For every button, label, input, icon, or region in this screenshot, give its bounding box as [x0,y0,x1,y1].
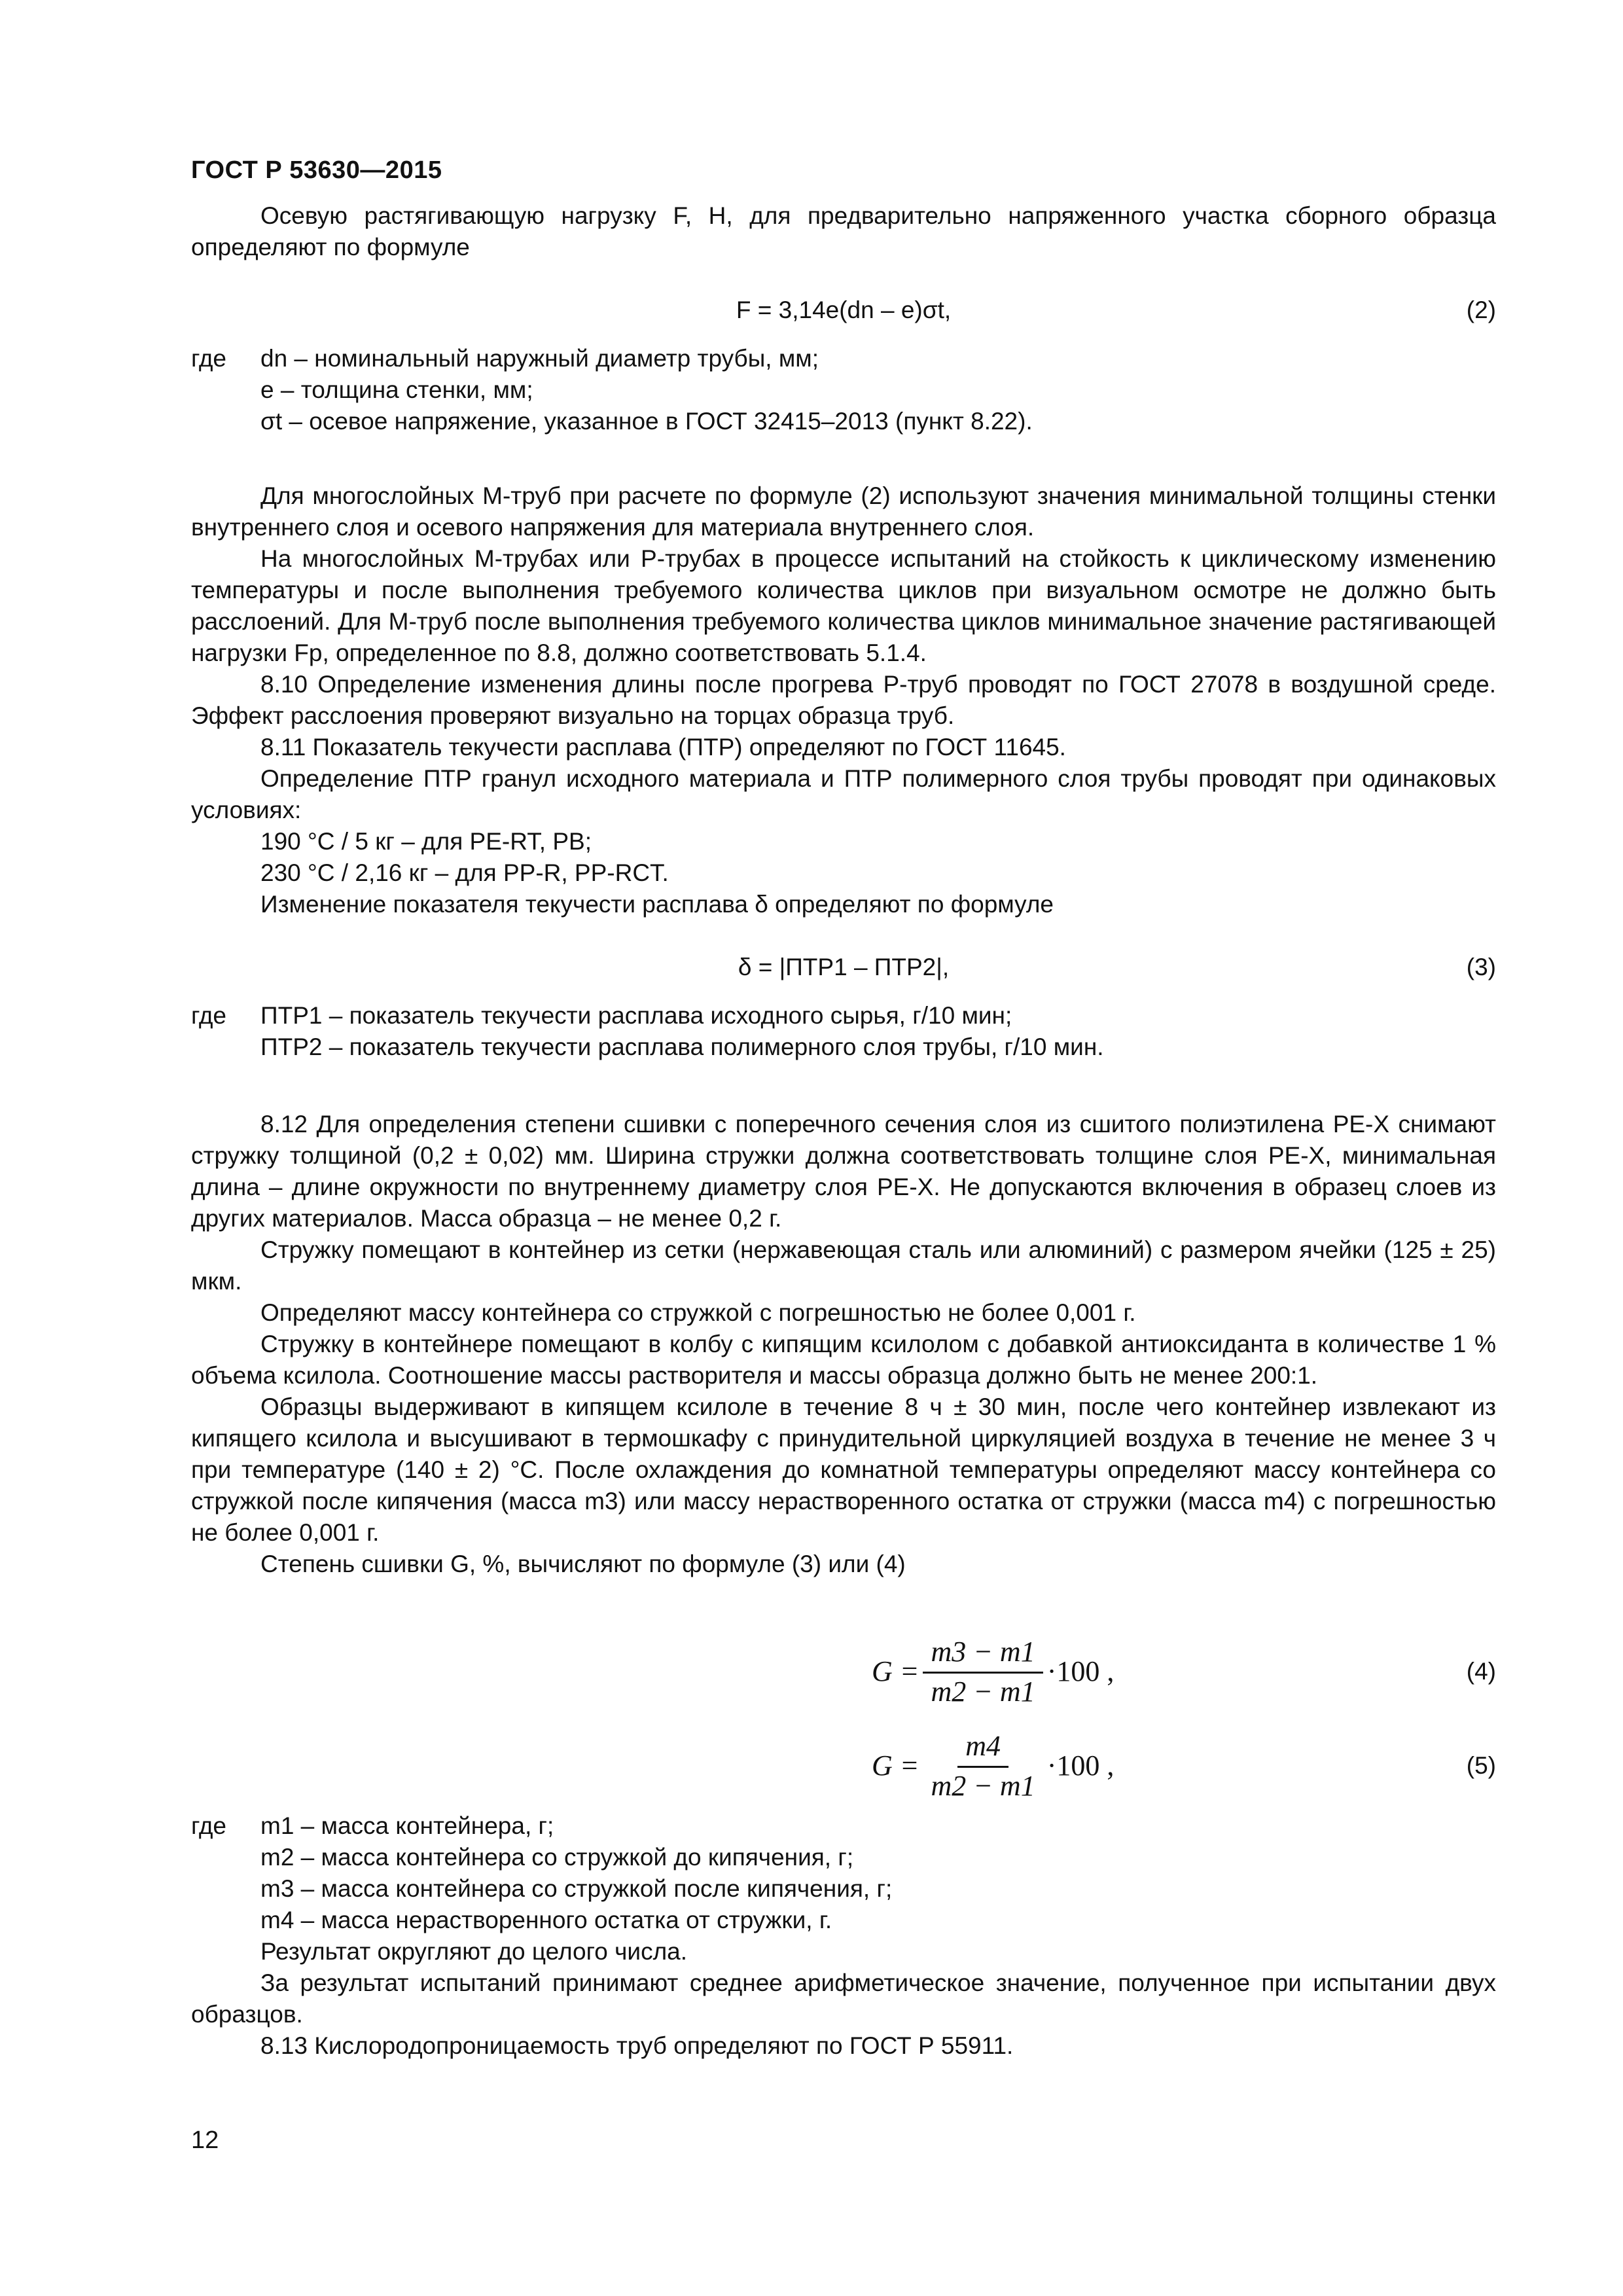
paragraph: Стружку помещают в контейнер из сетки (нержавеющая сталь или алюминий) с размером ячейки (125 ± 25) мкм. [191,1236,1496,1295]
formula-text: F = 3,14e(dn – e)σt, [736,296,952,323]
formula-4 [191,1626,1496,1717]
text-block-4 [191,1810,1496,2062]
formula-numerator: m4 [957,1731,1008,1768]
condition-line: 230 °С / 2,16 кг – для PP-R, PP-RCT. [260,859,669,886]
formula-rhs: ·100 , [1046,1749,1115,1782]
legend-item: dn – номинальный наружный диаметр трубы, мм; [260,345,819,372]
formula-number: (4) [1466,1658,1496,1685]
text-block-1 [191,200,1496,437]
paragraph: Определение ПТР гранул исходного материала и ПТР полимерного слоя трубы проводят при одинаковых условиях: [191,765,1496,823]
legend-item: e – толщина стенки, мм; [260,376,533,403]
condition-line: 190 °С / 5 кг – для PE-RT, PB; [260,828,592,855]
formula-3 [191,952,1496,983]
formula-denominator: m2 − m1 [931,1675,1035,1708]
formula-text: δ = |ПТР1 – ПТР2|, [738,954,950,980]
paragraph: Определяют массу контейнера со стружкой с погрешностью не более 0,001 г. [260,1299,1136,1326]
legend-item: m3 – масса контейнера со стружкой после кипячения, г; [260,1875,893,1902]
paragraph: 8.13 Кислородопроницаемость труб определяют по ГОСТ Р 55911. [260,2032,1014,2059]
paragraph: Изменение показателя текучести расплава δ определяют по формуле [260,891,1054,918]
formula-rhs: ·100 , [1046,1655,1115,1687]
formula-2 [191,295,1496,326]
formula-5 [191,1720,1496,1812]
paragraph: Осевую растягивающую нагрузку F, Н, для предварительно напряженного участка сборного образца определяют по формуле [191,202,1496,260]
paragraph: Результат округляют до целого числа. [260,1938,688,1965]
paragraph: Степень сшивки G, %, вычисляют по формуле (3) или (4) [260,1551,906,1577]
legend-block [191,343,1496,437]
legend-label: где [191,1002,227,1029]
formula-number: (3) [1466,954,1496,980]
formula-lhs: G = [872,1655,919,1687]
page-number: 12 [191,2126,219,2154]
legend-block [191,1000,1496,1063]
legend-item: m1 – масса контейнера, г; [260,1812,554,1839]
paragraph: 8.12 Для определения степени сшивки с поперечного сечения слоя из сшитого полиэтилена PE-X снимают стружку толщиной (0,2 ± 0,02) мм. Ширина стружки должна соответствовать толщине слоя PE-X, минимальная длина – длине окружности по внутреннему диаметру слоя PE-X. Не допускаются включения в образец слоев из других материалов. Масса образца – не менее 0,2 г. [191,1111,1496,1232]
legend-item: σt – осевое напряжение, указанное в ГОСТ 32415–2013 (пункт 8.22). [260,408,1033,435]
paragraph: Образцы выдерживают в кипящем ксилоле в течение 8 ч ± 30 мин, после чего контейнер извлекают из кипящего ксилола и высушивают в термошкафу с принудительной циркуляцией воздуха в течение не менее 3 ч при температуре (140 ± 2) °С. После охлаждения до комнатной температуры определяют массу контейнера со стружкой после кипячения (масса m3) или массу нерастворенного остатка от стружки (масса m4) с погрешностью не более 0,001 г. [191,1393,1496,1546]
paragraph: Для многослойных М-труб при расчете по формуле (2) используют значения минимальной толщины стенки внутреннего слоя и осевого напряжения для материала внутреннего слоя. [191,482,1496,541]
formula-number: (2) [1466,296,1496,323]
formula-lhs: G = [872,1749,919,1782]
paragraph: За результат испытаний принимают среднее арифметическое значение, полученное при испытании двух образцов. [191,1969,1496,2028]
paragraph: Стружку в контейнере помещают в колбу с кипящим ксилолом с добавкой антиоксиданта в количестве 1 % объема ксилола. Соотношение массы растворителя и массы образца должно быть не менее 200:1. [191,1331,1496,1389]
paragraph: 8.10 Определение изменения длины после прогрева Р-труб проводят по ГОСТ 27078 в воздушной среде. Эффект расслоения проверяют визуально на торцах образца труб. [191,671,1496,729]
legend-item: m2 – масса контейнера со стружкой до кипячения, г; [260,1844,854,1871]
legend-block [191,1810,1496,1936]
legend-item: ПТР1 – показатель текучести расплава исходного сырья, г/10 мин; [260,1002,1012,1029]
legend-label: где [191,1812,227,1839]
legend-label: где [191,345,227,372]
text-block-2 [191,480,1496,1063]
text-block-3 [191,1109,1496,1580]
paragraph: 8.11 Показатель текучести расплава (ПТР) определяют по ГОСТ 11645. [260,734,1066,761]
legend-item: m4 – масса нерастворенного остатка от стружки, г. [260,1907,832,1933]
document-header: ГОСТ Р 53630—2015 [191,156,442,184]
legend-item: ПТР2 – показатель текучести расплава полимерного слоя трубы, г/10 мин. [260,1033,1104,1060]
formula-denominator: m2 − m1 [931,1769,1035,1802]
formula-block [191,1626,1496,1812]
paragraph: На многослойных М-трубах или Р-трубах в процессе испытаний на стойкость к циклическому изменению температуры и после выполнения требуемого количества циклов при визуальном осмотре не должно быть расслоений. Для М-труб после выполнения требуемого количества циклов минимальное значение растягивающей нагрузки Fр, определенное по 8.8, должно соответствовать 5.1.4. [191,545,1496,666]
formula-number: (5) [1466,1752,1496,1779]
formula-numerator: m3 − m1 [923,1636,1043,1674]
